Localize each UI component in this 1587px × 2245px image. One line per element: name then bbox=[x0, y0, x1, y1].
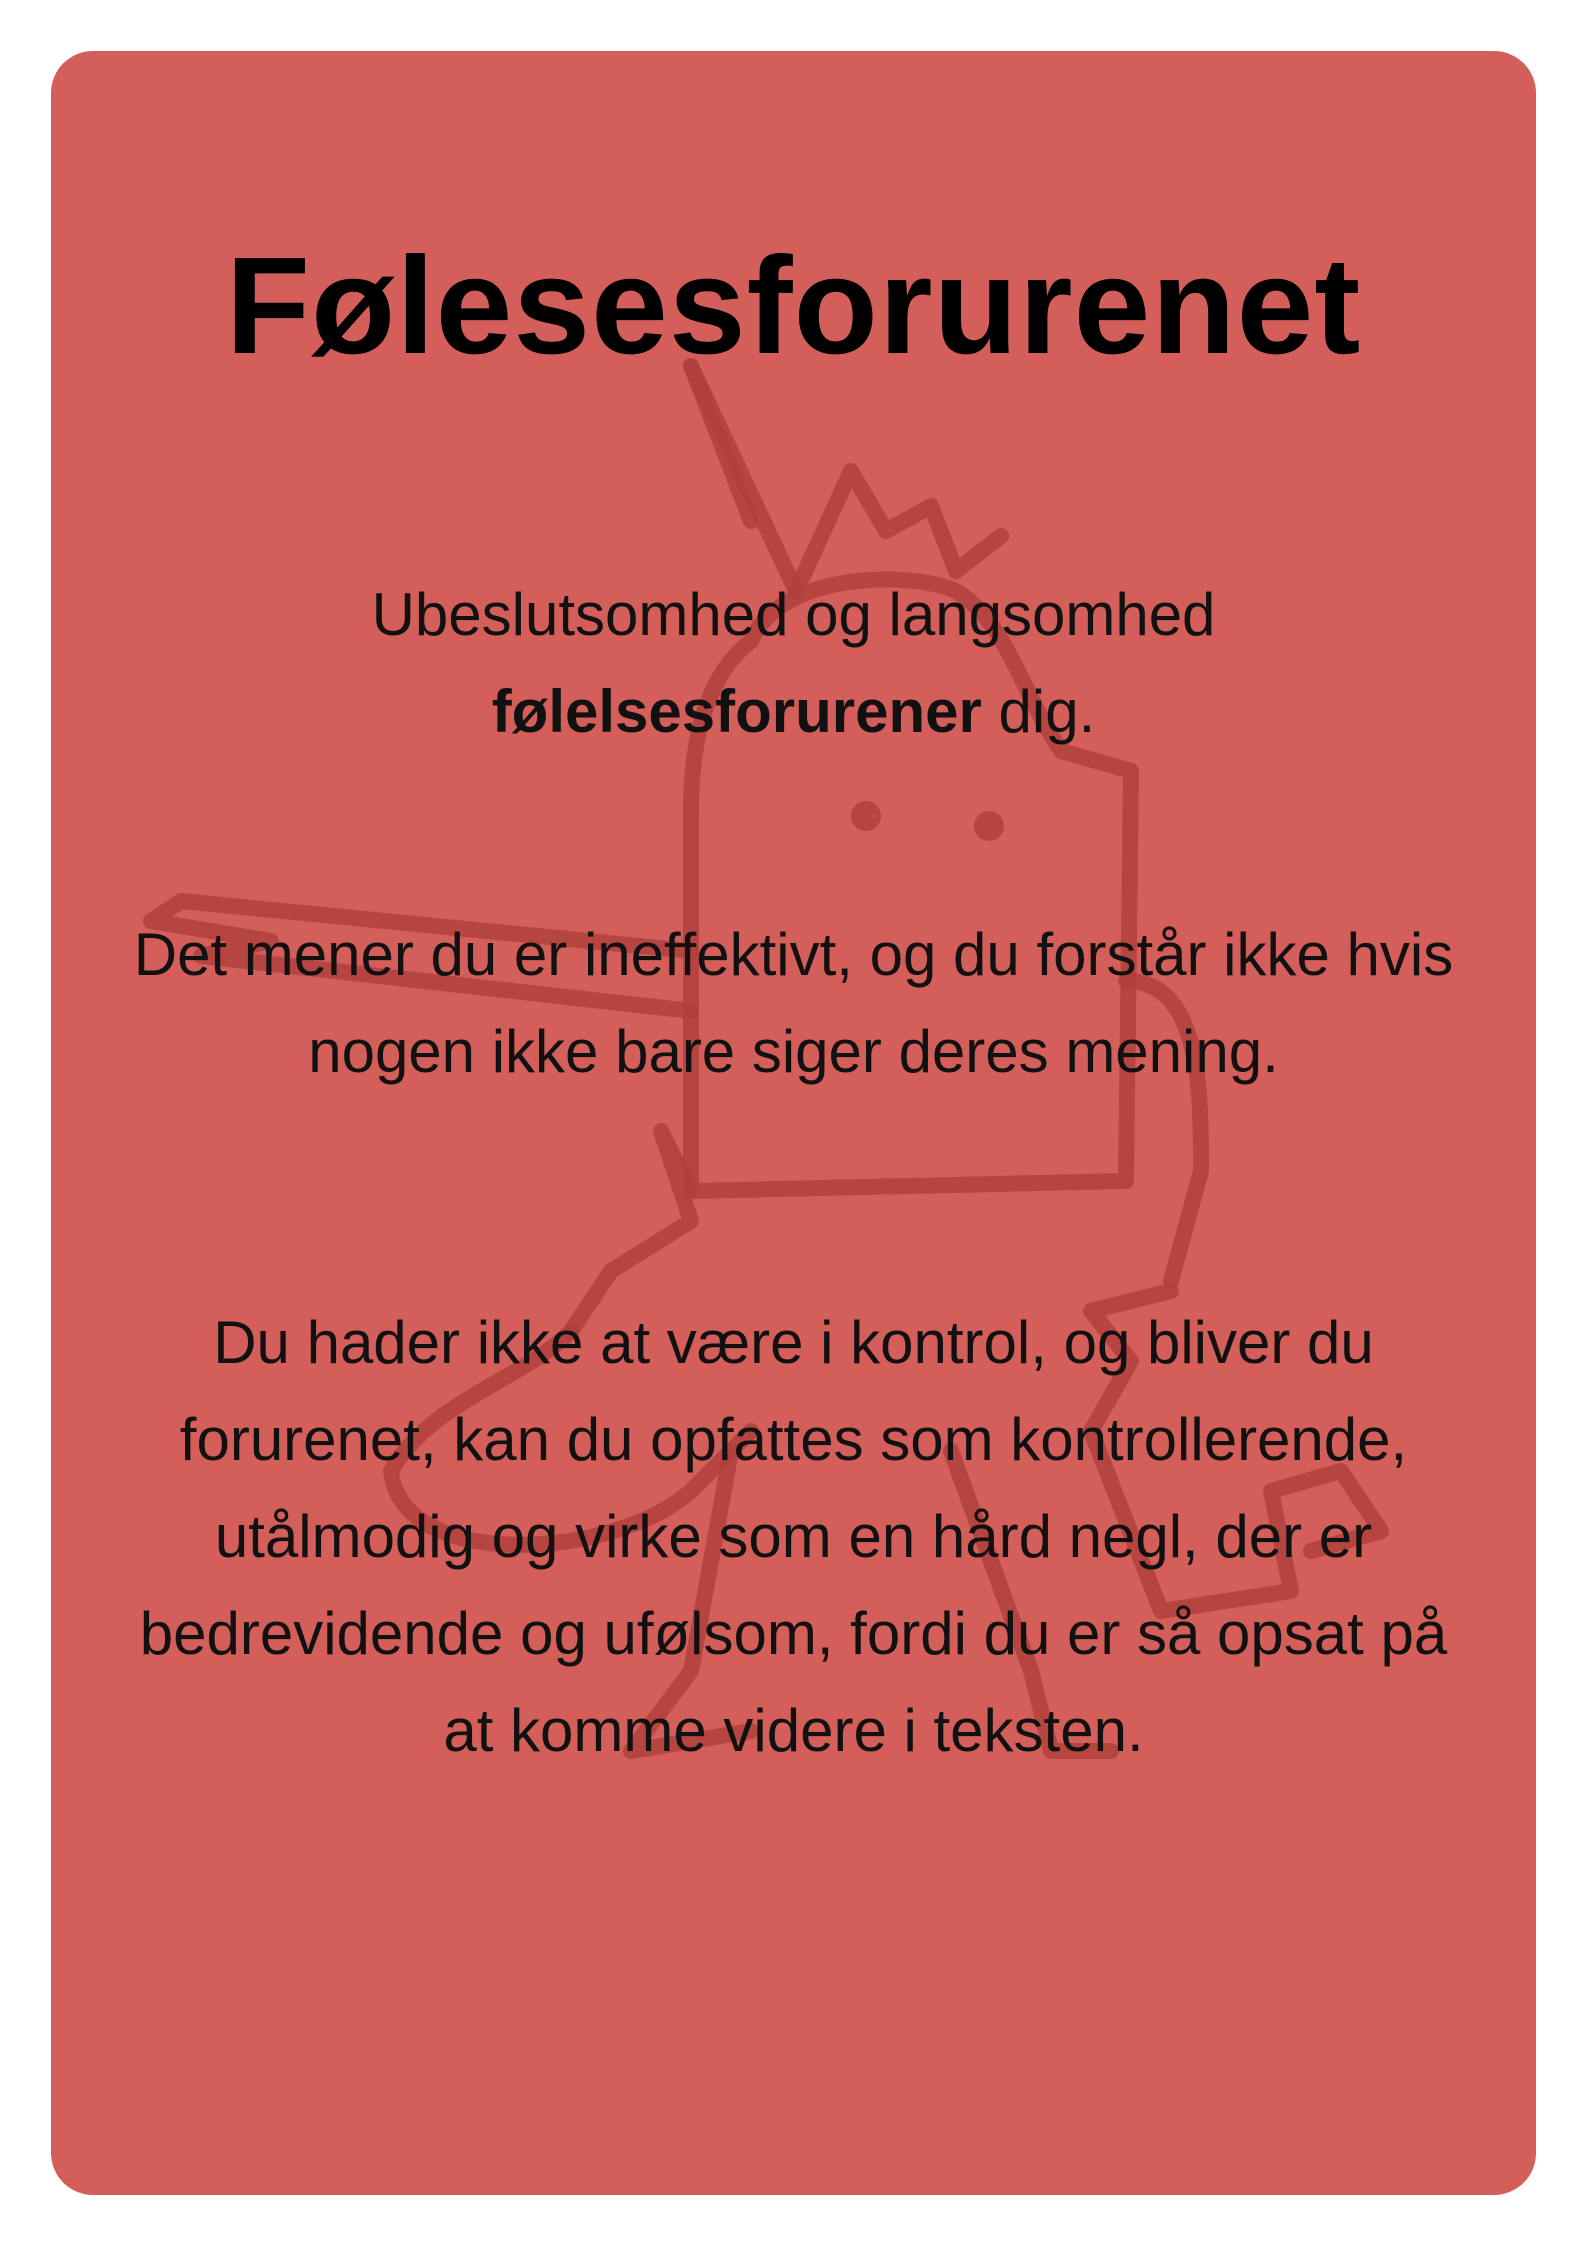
paragraph-control: Du hader ikke at være i kontrol, og bliver du forurenet, kan du opfattes som kontrollerende, utålmodig og virke som en hård negl, der er bedrevidende og ufølsom, fordi du er så opsat på at komme videre i teksten. bbox=[139, 1309, 1448, 1764]
paragraph-ineffective: Det mener du er ineffektivt, og du forstår ikke hvis nogen ikke bare siger deres mening. bbox=[133, 921, 1454, 1085]
bold-term: følelsesforurener bbox=[491, 678, 982, 745]
paragraph-indecision-text: Ubeslutsomhed og langsomhed bbox=[371, 581, 1216, 648]
paragraph-indecision-end: dig. bbox=[981, 678, 1096, 745]
paragraph-indecision bbox=[131, 566, 1456, 760]
card bbox=[51, 51, 1536, 2195]
card-title: Følesesforurenet bbox=[225, 229, 1362, 383]
